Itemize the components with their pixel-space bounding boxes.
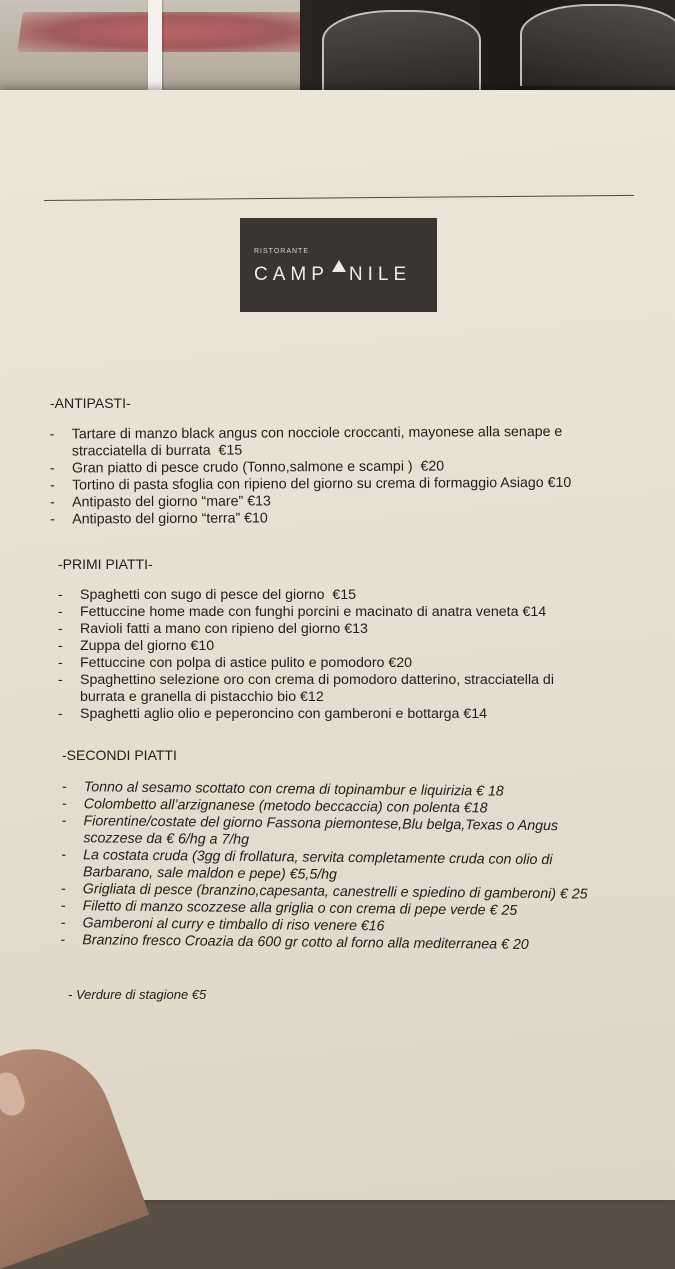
- logo-small-text: RISTORANTE: [254, 248, 309, 255]
- footer-item-verdure: - Verdure di stagione €5: [68, 987, 207, 1002]
- list-item: - Fiorentine/costate del giorno Fassona piemontese,Blu belga,Texas o Angus scozzese da € 6/hg a 7/hg: [61, 813, 646, 853]
- list-item: - Fettuccine home made con funghi porcini e macinato di anatra veneta €14: [58, 604, 638, 621]
- section-title-secondi: -SECONDI PIATTI: [62, 747, 177, 763]
- list-item: - Grigliata di pesce (branzino,capesanta, canestrelli e spiedino di gamberoni) € 25: [61, 881, 646, 904]
- straw: [148, 0, 162, 95]
- logo-main-right: NILE: [348, 264, 412, 285]
- wine-glass: [520, 4, 675, 86]
- list-item: - Spaghetti aglio olio e peperoncino con gamberoni e bottarga €14: [58, 706, 638, 723]
- list-item: - Gamberoni al curry e timballo di riso venere €16: [60, 915, 645, 938]
- section-title-primi: -PRIMI PIATTI-: [58, 556, 153, 572]
- wine-glass: [322, 10, 481, 92]
- list-item: - Filetto di manzo scozzese alla griglia o con crema di pepe verde € 25: [61, 898, 646, 921]
- list-item: - Tonno al sesamo scottato con crema di topinambur e liquirizia € 18: [62, 779, 647, 802]
- list-item: - Colombetto all’arzignanese (metodo beccaccia) con polenta €18: [62, 796, 647, 819]
- list-item: - Tortino di pasta sfoglia con ripieno del giorno su crema di formaggio Asiago €10: [50, 474, 650, 494]
- list-antipasti: [50, 423, 651, 528]
- list-item: - Spaghettino selezione oro con crema di pomodoro datterino, stracciatella di burrata e granella di pistacchio bio €12: [58, 672, 638, 706]
- list-secondi: [60, 779, 647, 955]
- list-item: - Ravioli fatti a mano con ripieno del giorno €13: [58, 621, 638, 638]
- rug: [17, 12, 323, 52]
- list-item: - Antipasto del giorno “mare” €13: [50, 491, 650, 511]
- section-title-antipasti: -ANTIPASTI-: [50, 395, 131, 411]
- list-primi: [58, 587, 638, 723]
- list-item: - Gran piatto di pesce crudo (Tonno,salmone e scampi ) €20: [50, 457, 650, 477]
- logo-main-left: CAMP: [254, 264, 329, 285]
- list-item: - Antipasto del giorno “terra” €10: [50, 508, 650, 528]
- list-item: - Zuppa del giorno €10: [58, 638, 638, 655]
- list-item: - Fettuccine con polpa di astice pulito e pomodoro €20: [58, 655, 638, 672]
- list-item: - La costata cruda (3gg di frollatura, servita completamente cruda con olio di Barbarano, sale maldon e pepe) €5,5/hg: [61, 847, 646, 887]
- list-item: - Branzino fresco Croazia da 600 gr cotto al forno alla mediterranea € 20: [60, 932, 645, 955]
- list-item: - Spaghetti con sugo di pesce del giorno €15: [58, 587, 638, 604]
- list-item: - Tartare di manzo black angus con nocciole croccanti, mayonese alla senape e stracciatella di burrata €15: [50, 423, 650, 460]
- menu-sheet: [0, 90, 675, 1200]
- menu-content: [0, 90, 675, 1200]
